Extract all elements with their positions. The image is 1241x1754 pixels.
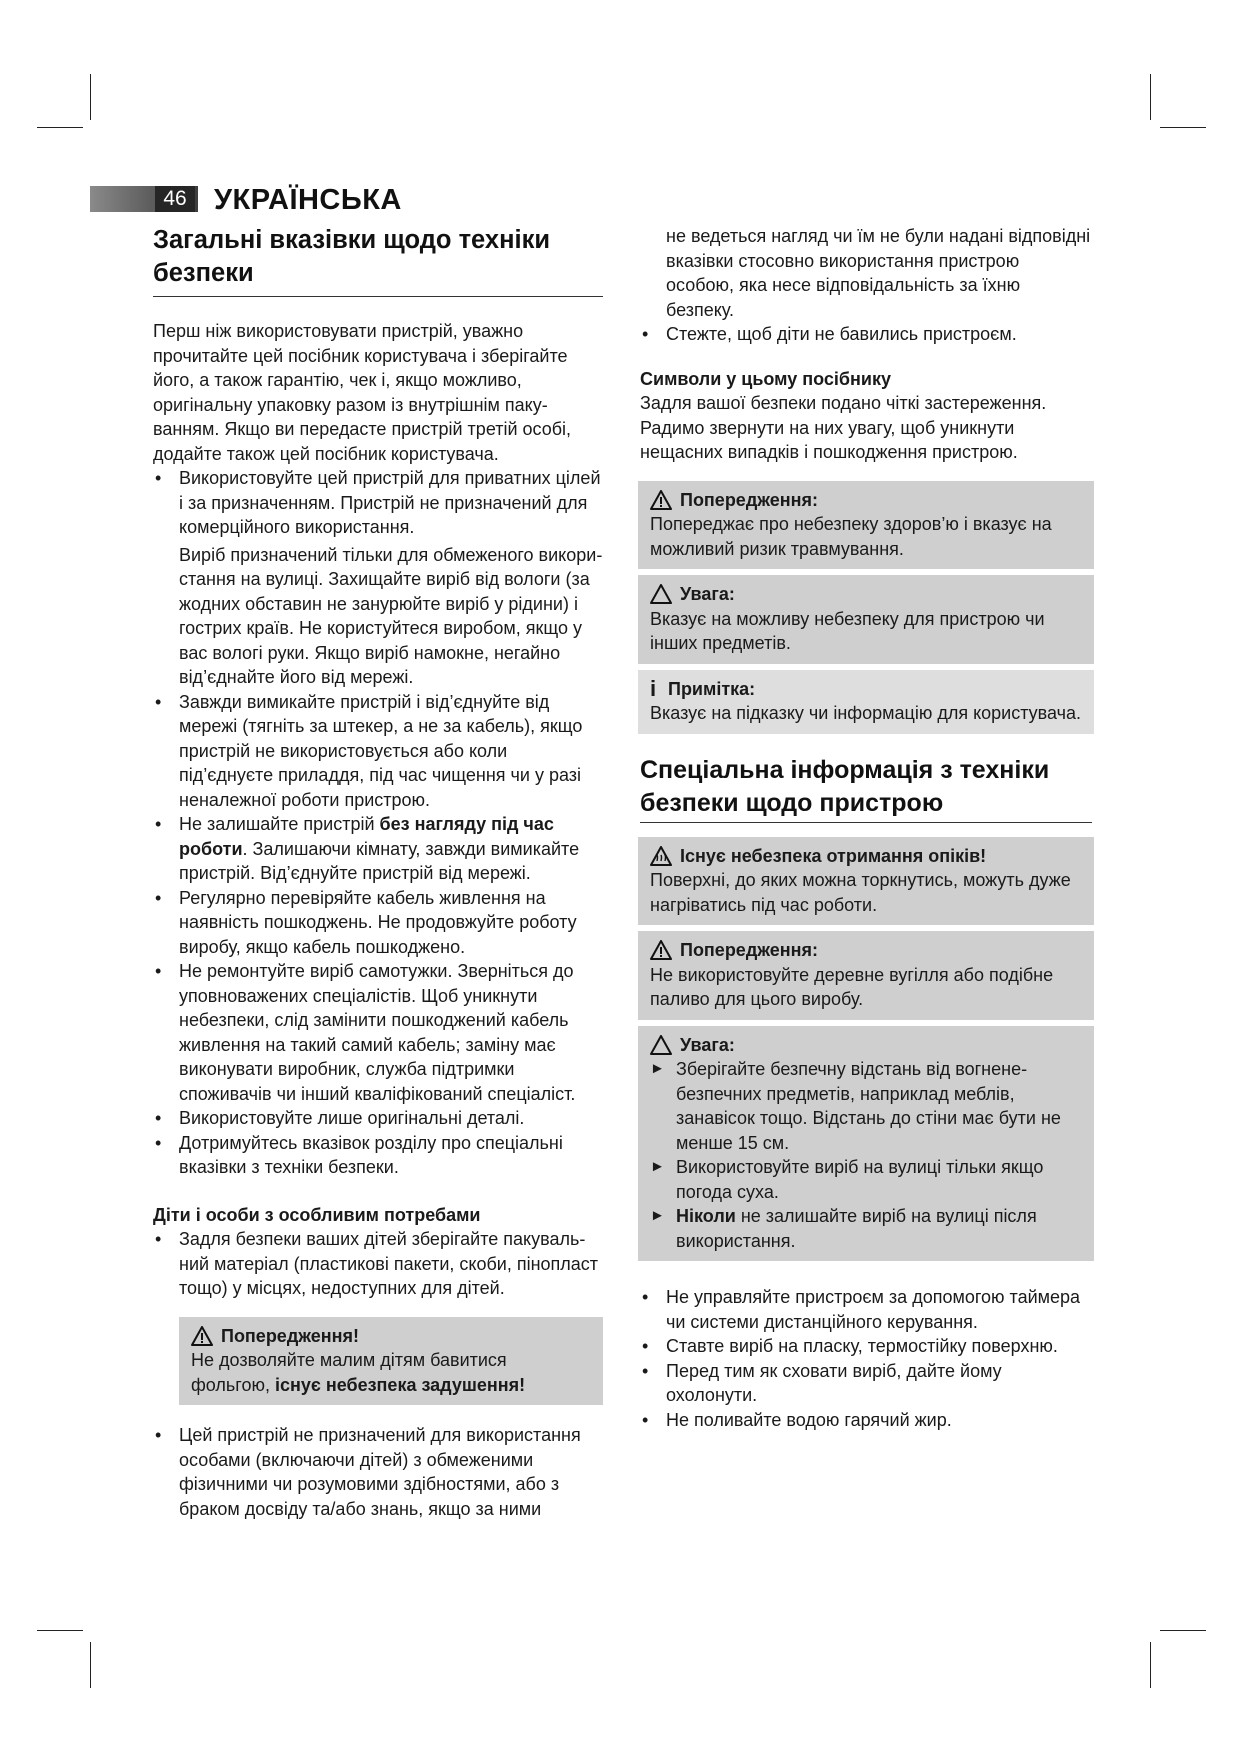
play-bullet-list xyxy=(640,322,1092,347)
list-item-extra-text: Виріб призначений тільки для обмеженого використання на вулиці. Захищайте виріб від вологи (за жодних обставин не занурюйте виріб у рідини) і гострих країв. Не користуйтеся виробом, якщо у вас вологі руки. Якщо виріб намокне, негайно від’єднайте його від мережі. xyxy=(179,544,603,687)
legend-title: Попередження: xyxy=(680,489,819,510)
legend-text: Вказує на підказку чи інформацію для користувача. xyxy=(650,703,1082,723)
warning-box-line xyxy=(191,1373,593,1398)
list-item xyxy=(153,1131,603,1180)
crop-mark xyxy=(1150,74,1151,120)
list-item xyxy=(153,466,603,690)
hot-surface-warning-icon xyxy=(650,846,672,866)
list-item xyxy=(153,1106,603,1131)
list-item xyxy=(153,959,603,1106)
charcoal-warning-box xyxy=(638,931,1094,1020)
list-item xyxy=(153,812,603,886)
warning-triangle-icon xyxy=(650,490,672,510)
legend-caution-box xyxy=(638,575,1094,664)
list-item xyxy=(640,1359,1092,1408)
legend-title: Примітка: xyxy=(668,678,756,699)
children-heading: Діти і особи з особливим потребами xyxy=(153,1204,481,1225)
list-item-text: Регулярно перевіряйте кабель живлення на наявність пошкоджень. Не продовжуйте роботу виробу, якщо кабель пошкоджено. xyxy=(179,887,577,957)
legend-warning-box xyxy=(638,481,1094,570)
list-item-text: Не поливайте водою гарячий жир. xyxy=(666,1409,952,1430)
list-item-text: Дотримуйтесь вказівок розділу про спеціальні вказівки з техніки безпеки. xyxy=(179,1132,563,1177)
list-item xyxy=(153,886,603,960)
box-title: Попередження: xyxy=(680,940,819,960)
warning-box-text: фольгою, xyxy=(191,1374,275,1395)
legend-text: Вказує на можливу небезпеку для пристрою чи інших предметів. xyxy=(650,608,1045,653)
list-item-text: Не залишайте пристрій xyxy=(179,814,380,834)
continuation-text: не ведеться нагляд чи їм не були надані відповідні вказівки стосовно використання пристрою особою, яка несе відповідальність за їхню безпеку. xyxy=(666,226,1091,320)
list-item-text: Завжди вимикайте пристрій і від’єднуйте від мережі (тягніть за штекер, а не за кабель), якщо пристрій не використовується або коли під’єднуєте приладдя, під час чищення чи у разі неналежної роботи пристрою. xyxy=(179,691,583,810)
list-item xyxy=(650,1204,1084,1253)
disability-bullet-list xyxy=(153,1423,603,1521)
list-item-text: . Залишаючи кімнату, завжди вимикайте пристрій. Від’єднуйте пристрій від мережі. xyxy=(179,838,580,883)
info-icon: i xyxy=(650,675,657,701)
crop-mark xyxy=(37,127,83,128)
distance-caution-box xyxy=(638,1026,1094,1262)
page-number: 46 xyxy=(155,186,195,212)
final-bullet-list xyxy=(640,1285,1092,1432)
list-item-text: Використовуйте лише оригінальні деталі. xyxy=(179,1108,525,1128)
list-item-bold-text: Ніколи xyxy=(676,1206,736,1226)
caution-triangle-icon xyxy=(650,1035,672,1055)
section-title-special-safety: Спеціальна інформація з техніки безпеки щодо пристрою xyxy=(640,754,1092,823)
legend-note-box xyxy=(638,670,1094,734)
list-item-text: Не ремонтуйте виріб самотужки. Зверніться до уповноважених спеціалістів. Щоб уникнути небезпеки, слід замінити пошкоджений кабель живлення на такий самий кабель; заміну має виконувати виробник, служба підтримки споживачів чи інший кваліфікований спеціаліст. xyxy=(179,961,576,1104)
warning-triangle-icon xyxy=(191,1326,213,1346)
list-item-text: Використовуйте цей пристрій для приватних цілей і за призначенням. Пристрій не призначений для комерційного використання. xyxy=(179,468,601,537)
left-column xyxy=(153,224,603,1521)
section-title-general-safety: Загальні вказівки щодо техніки безпеки xyxy=(153,224,603,297)
safety-bullet-list xyxy=(153,466,603,1180)
list-item xyxy=(640,322,1092,347)
language-title: УКРАЇНСЬКА xyxy=(214,184,402,216)
list-item-text: Зберігайте безпечну відстань від вогненебезпечних предметів, наприклад меблів, занавісок тощо. Відстань до стіни має бути не менше 15 см. xyxy=(676,1059,1061,1153)
crop-mark xyxy=(1160,1630,1206,1631)
caution-arrow-list xyxy=(650,1057,1084,1253)
list-item-text: Не управляйте пристроєм за допомогою таймера чи системи дистанційного керування. xyxy=(666,1287,1081,1332)
list-item-text: Цей пристрій не призначений для використання особами (включаючи дітей) з обмеженими фізичними чи розумовими здібностями, або з браком досвіду та/або знань, якщо за ними xyxy=(179,1425,581,1519)
list-item xyxy=(650,1155,1084,1204)
list-item xyxy=(153,690,603,813)
warning-box-line: Не дозволяйте малим дітям бавитися xyxy=(191,1350,507,1370)
warning-box-title: Попередження! xyxy=(221,1325,360,1346)
list-item-text: не залишайте виріб на вулиці після використання. xyxy=(676,1206,1037,1251)
caution-triangle-icon xyxy=(650,584,672,604)
right-column xyxy=(640,224,1092,1432)
symbols-heading: Символи у цьому посібнику xyxy=(640,368,891,389)
suffocation-warning-box xyxy=(179,1317,603,1406)
box-text: Не використовуйте деревне вугілля або подібне паливо для цього виробу. xyxy=(650,964,1054,1009)
list-item-text: Перед тим як сховати виріб, дайте йому охолонути. xyxy=(666,1360,1002,1405)
legend-title: Увага: xyxy=(680,584,735,604)
list-item xyxy=(640,1334,1092,1359)
crop-mark xyxy=(90,1642,91,1688)
crop-mark xyxy=(90,74,91,120)
children-bullet-list xyxy=(153,1227,603,1301)
list-item-bold-text: без нагляду під час роботи xyxy=(179,814,554,859)
list-item-text: Задля безпеки ваших дітей зберігайте пакувальний матеріал (пластикові пакети, скоби, пінопласт тощо) у місцях, недоступних для дітей. xyxy=(179,1229,599,1298)
list-item xyxy=(153,1423,603,1521)
warning-triangle-icon xyxy=(650,940,672,960)
crop-mark xyxy=(1160,127,1206,128)
crop-mark xyxy=(1150,1642,1151,1688)
list-item-text: Ставте виріб на пласку, термостійку поверхню. xyxy=(666,1336,1058,1356)
list-item xyxy=(650,1057,1084,1155)
list-item xyxy=(640,1285,1092,1334)
symbols-paragraph: Задля вашої безпеки подано чіткі застереження. Радимо звернути на них увагу, щоб уникнути нещасних випадків і пошкодження пристрою. xyxy=(640,393,1047,462)
list-item-text: Використовуйте виріб на вулиці тільки якщо погода суха. xyxy=(676,1157,1044,1202)
burn-warning-box xyxy=(638,837,1094,926)
list-item xyxy=(153,1227,603,1301)
box-title: Існує небезпека отримання опіків! xyxy=(680,845,987,866)
crop-mark xyxy=(37,1630,83,1631)
list-item xyxy=(640,1408,1092,1433)
box-text: Поверхні, до яких можна торкнутись, можуть дуже нагріватись під час роботи. xyxy=(650,870,1071,915)
intro-paragraph: Перш ніж використовувати пристрій, уважно прочитайте цей посібник користувача і зберігайте його, а також гарантію, чек і, якщо можливо, оригінальну упаковку разом із внутрішнім пакуванням. Якщо ви передасте пристрій третій особі, додайте також цей посібник користувача. xyxy=(153,321,572,464)
warning-box-bold-text: існує небезпека задушення! xyxy=(275,1374,526,1395)
box-title: Увага: xyxy=(680,1034,735,1055)
legend-text: Попереджає про небезпеку здоров’ю і вказує на можливий ризик травмування. xyxy=(650,514,1052,559)
list-item-text: Стежте, щоб діти не бавились пристроєм. xyxy=(666,324,1017,344)
